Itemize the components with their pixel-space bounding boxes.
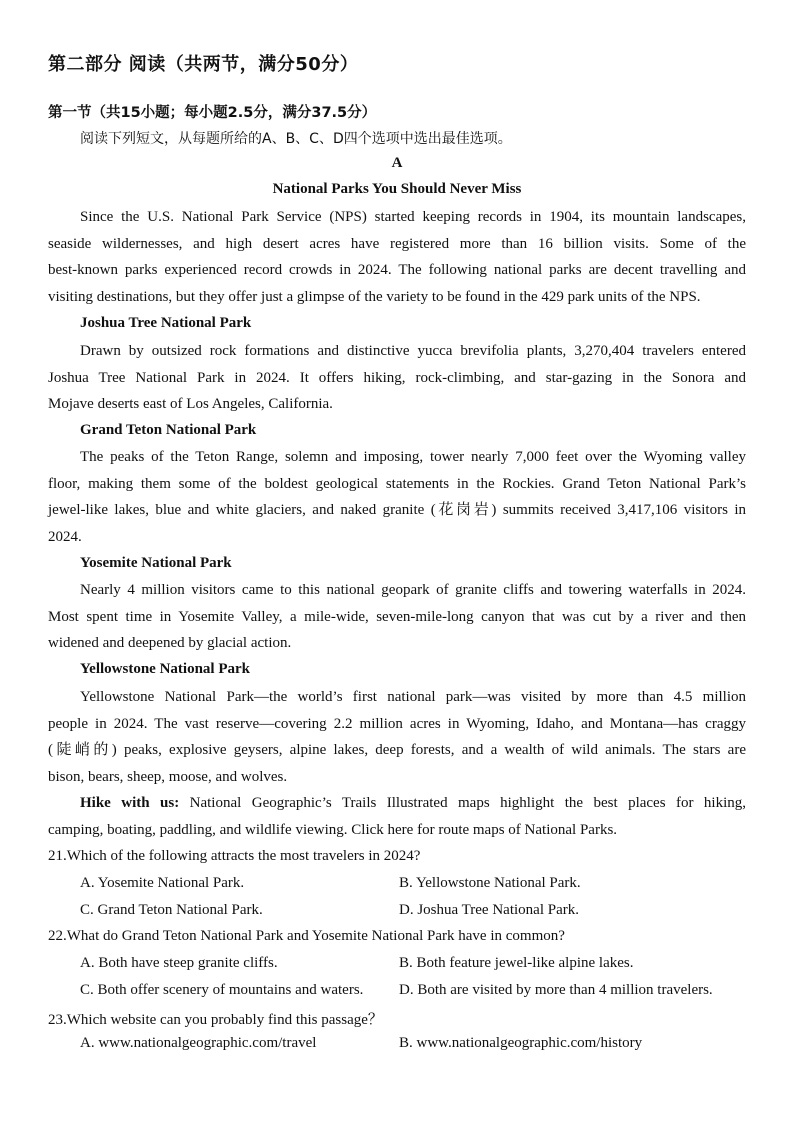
text-line: bison, bears, sheep, moose, and wolves. <box>48 769 288 786</box>
question-stem: 21.Which of the following attracts the most travelers in 2024? <box>48 848 421 864</box>
text-line: camping, boating, paddling, and wildlife viewing. Click here for route maps of National Parks. <box>48 821 618 838</box>
option-c[interactable]: C. Both offer scenery of mountains and waters. <box>80 982 364 998</box>
park-heading: Yosemite National Park <box>80 555 232 571</box>
park-paragraph <box>48 444 746 551</box>
text-line <box>48 790 746 817</box>
text-line: Nearly 4 million visitors came to this national geopark of granite cliffs and towering waterfalls in 2024. <box>80 582 746 598</box>
park-paragraph <box>48 577 746 657</box>
option-c[interactable]: C. Grand Teton National Park. <box>80 902 263 918</box>
option-a[interactable]: A. Yosemite National Park. <box>80 875 245 891</box>
text-line: The peaks of the Teton Range, solemn and imposing, tower nearly 7,000 feet over the Wyoming valley <box>80 449 746 465</box>
text-line: widened and deepened by glacial action. <box>48 635 292 652</box>
instructions: 阅读下列短文，从每题所给的A、B、C、D四个选项中选出最佳选项。 <box>80 131 512 147</box>
park-heading: Joshua Tree National Park <box>80 315 252 331</box>
question-stem: 23.Which website can you probably find this passage？ <box>48 1012 383 1028</box>
intro-paragraph <box>48 204 746 311</box>
option-d[interactable]: D. Both are visited by more than 4 million travelers. <box>399 982 713 998</box>
section-title: 第一节（共15小题；每小题2.5分，满分37.5分） <box>48 105 377 121</box>
text-line: visiting destinations, but they offer just a glimpse of the variety to be found in the 429 park units of the NPS. <box>48 289 701 306</box>
text-line: Drawn by outsized rock formations and distinctive yucca brevifolia plants, 3,270,404 travelers entered <box>80 343 746 359</box>
hike-label: Hike with us: <box>80 795 180 811</box>
hike-text: National Geographic’s Trails Illustrated maps highlight the best places for hiking, <box>179 795 746 811</box>
text-line: Joshua Tree National Park in 2024. It offers hiking, rock-climbing, and star-gazing in the Sonora and <box>48 369 746 386</box>
option-d[interactable]: D. Joshua Tree National Park. <box>399 902 579 918</box>
text-line: 2024. <box>48 529 82 546</box>
question-stem: 22.What do Grand Teton National Park and Yosemite National Park have in common? <box>48 928 565 944</box>
option-a[interactable]: A. www.nationalgeographic.com/travel <box>80 1035 317 1051</box>
text-line: Since the U.S. National Park Service (NPS) started keeping records in 1904, its mountain landscapes, <box>80 209 746 225</box>
park-heading: Yellowstone National Park <box>80 661 250 677</box>
text-line: Mojave deserts east of Los Angeles, California. <box>48 396 333 413</box>
park-paragraph <box>48 338 746 418</box>
option-a[interactable]: A. Both have steep granite cliffs. <box>80 955 278 971</box>
passage-title: National Parks You Should Never Miss <box>272 181 522 197</box>
option-b[interactable]: B. Both feature jewel-like alpine lakes. <box>399 955 634 971</box>
text-line: Most spent time in Yosemite Valley, a mile-wide, seven-mile-long canyon that was cut by a river and then <box>48 608 746 625</box>
text-line: people in 2024. The vast reserve—covering 2.2 million acres in Wyoming, Idaho, and Montana—has craggy <box>48 715 746 732</box>
park-heading: Grand Teton National Park <box>80 422 257 438</box>
text-line: best-known parks experienced record crowds in 2024. The following national parks are decent travelling and <box>48 262 746 279</box>
text-line: seaside wildernesses, and high desert acres have registered more than 16 billion visits. Some of the <box>48 235 746 252</box>
text-line: Yellowstone National Park—the world’s first national park—was visited by more than 4.5 million <box>80 689 746 705</box>
option-b[interactable]: B. Yellowstone National Park. <box>399 875 581 891</box>
text-line: jewel-like lakes, blue and white glaciers, and naked granite (花岗岩) summits received 3,417,106 visitors in <box>48 502 746 519</box>
hike-paragraph <box>48 790 746 843</box>
passage-letter: A <box>391 155 403 171</box>
part-title: 第二部分 阅读（共两节，满分50分） <box>48 54 359 75</box>
text-line: floor, making them some of the boldest geological statements in the Rockies. Grand Teton National Park’s <box>48 475 746 492</box>
text-line: (陡峭的) peaks, explosive geysers, alpine lakes, deep forests, and a wealth of wild animals. The stars are <box>48 742 746 759</box>
option-b[interactable]: B. www.nationalgeographic.com/history <box>399 1035 643 1051</box>
park-paragraph <box>48 684 746 791</box>
